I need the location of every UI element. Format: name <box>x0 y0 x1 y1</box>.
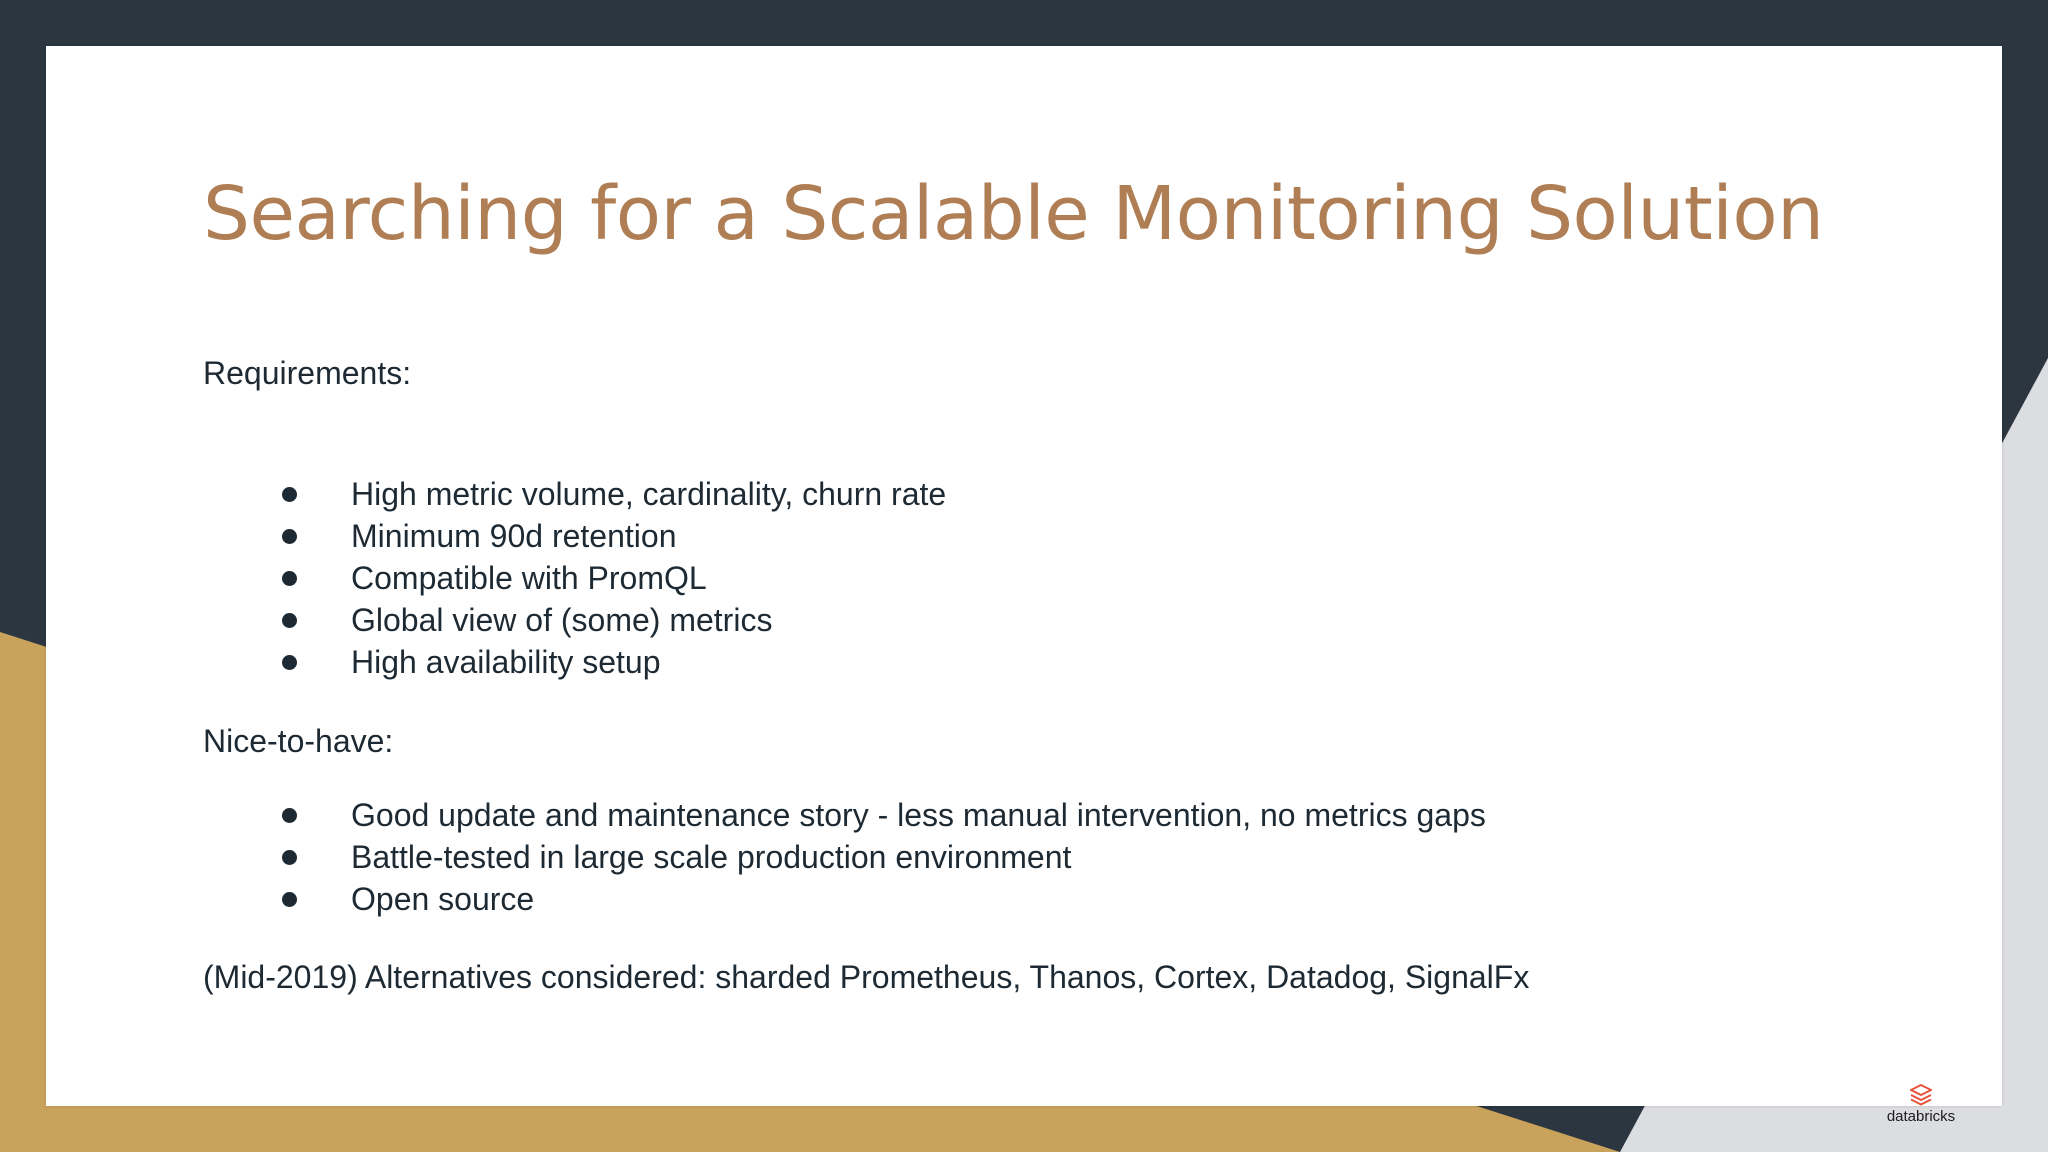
bullet-dot-icon <box>282 571 297 586</box>
requirement-text: High availability setup <box>351 644 661 680</box>
requirement-text: Global view of (some) metrics <box>351 602 773 638</box>
nice-to-have-heading: Nice-to-have: <box>203 723 394 759</box>
slide-canvas <box>46 46 2002 1125</box>
requirement-text: High metric volume, cardinality, churn rate <box>351 476 947 512</box>
nice-to-have-text: Battle-tested in large scale production environment <box>351 839 1072 875</box>
bullet-dot-icon <box>282 808 297 823</box>
nice-to-have-text: Open source <box>351 881 535 917</box>
bullet-dot-icon <box>282 487 297 502</box>
databricks-logo <box>1876 1084 1966 1134</box>
bullet-dot-icon <box>282 529 297 544</box>
bullet-dot-icon <box>282 613 297 628</box>
logo-text: databricks <box>1886 1108 1956 1125</box>
requirement-text: Compatible with PromQL <box>351 560 707 596</box>
bullet-dot-icon <box>282 892 297 907</box>
nice-to-have-text: Good update and maintenance story - less manual intervention, no metrics gaps <box>351 797 1486 833</box>
bullet-dot-icon <box>282 850 297 865</box>
requirements-heading: Requirements: <box>203 355 412 391</box>
databricks-logo-icon <box>1909 1084 1933 1106</box>
alternatives-text: (Mid-2019) Alternatives considered: sharded Prometheus, Thanos, Cortex, Datadog, SignalFx <box>203 959 1530 995</box>
slide-title: Searching for a Scalable Monitoring Solution <box>203 171 1824 257</box>
requirement-text: Minimum 90d retention <box>351 518 677 554</box>
bullet-dot-icon <box>282 655 297 670</box>
